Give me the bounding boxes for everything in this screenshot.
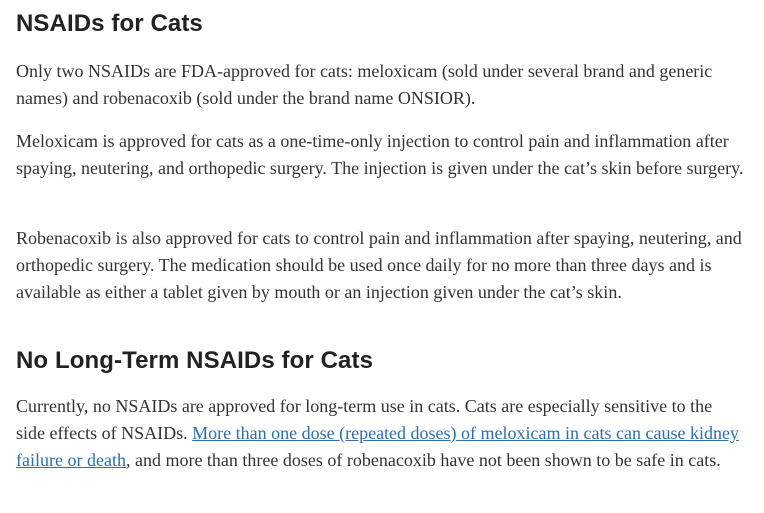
paragraph-meloxicam: Meloxicam is approved for cats as a one-time-only injection to control pain and inflammation after spaying, neutering, and orthopedic surgery. The injection is given under the cat’s skin before surgery. bbox=[16, 131, 744, 178]
paragraph-text-before-link: Currently, no NSAIDs are approved for long-term use in cats. Cats are especially sensitive to the side effects of NSAIDs. bbox=[16, 396, 713, 443]
paragraph-robenacoxib: Robenacoxib is also approved for cats to control pain and inflammation after spaying, neutering, and orthopedic surgery. The medication should be used once daily for no more than three days and is available as either a tablet given by mouth or an injection given under the cat’s skin. bbox=[16, 228, 742, 302]
paragraph-text-after-link: , and more than three doses of robenacoxib have not been shown to be safe in cats. bbox=[125, 450, 721, 470]
paragraph-approved-nsaids: Only two NSAIDs are FDA-approved for cats: meloxicam (sold under several brand and generic names) and robenacoxib (sold under the brand name ONSIOR). bbox=[16, 61, 713, 108]
section-heading-nsaids-for-cats: NSAIDs for Cats bbox=[16, 10, 203, 37]
repeated-doses-meloxicam-link[interactable]: More than one dose (repeated doses) of meloxicam in cats can cause kidney failure or death bbox=[16, 423, 739, 470]
paragraph-long-term-use bbox=[16, 393, 744, 474]
section-heading-no-long-term-nsaids: No Long-Term NSAIDs for Cats bbox=[16, 347, 374, 374]
